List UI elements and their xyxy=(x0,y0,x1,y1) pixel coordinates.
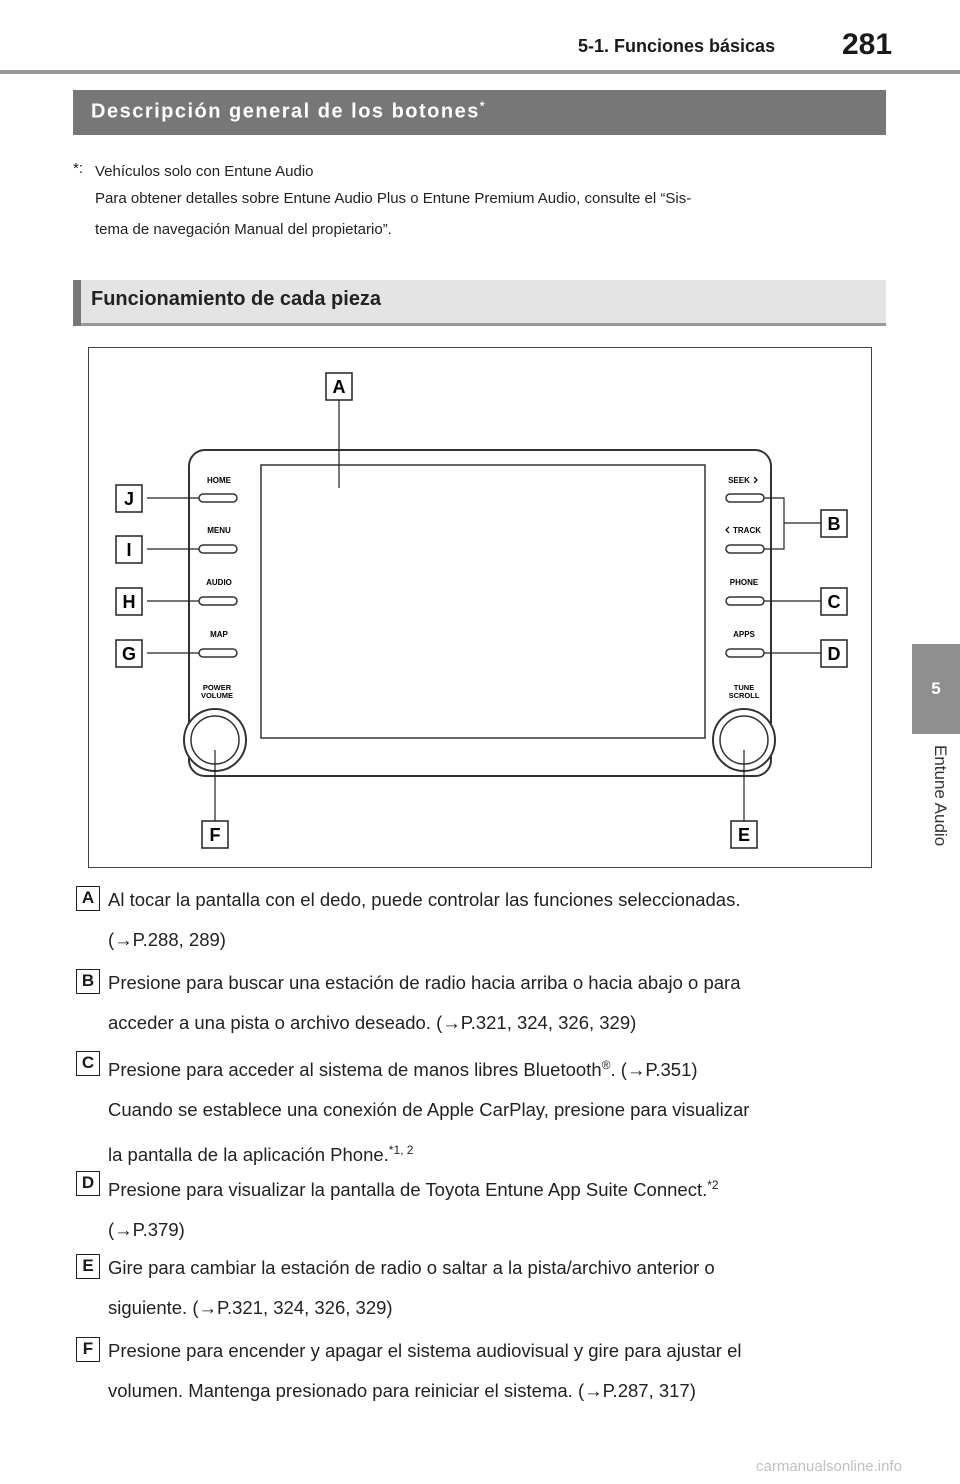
menu-label: MENU xyxy=(207,526,231,535)
item-f-letter: F xyxy=(76,1337,100,1362)
seek-button xyxy=(726,494,764,502)
audio-button xyxy=(199,597,237,605)
callout-g: G xyxy=(121,644,137,664)
footnote-line-2: Para obtener detalles sobre Entune Audio Plus o Entune Premium Audio, consulte el “Sis- xyxy=(95,190,692,207)
track-button xyxy=(726,545,764,553)
item-c-letter: C xyxy=(76,1051,100,1076)
item-d-line-2: (→P.379) xyxy=(108,1219,185,1241)
overview-title-text: Descripción general de los botones xyxy=(91,100,480,123)
item-c-line-3-text: la pantalla de la aplicación Phone. xyxy=(108,1144,389,1166)
item-a-line-2: (→P.288, 289) xyxy=(108,929,226,950)
callout-c: C xyxy=(827,592,841,612)
callout-e: E xyxy=(737,825,751,845)
tune-label: TUNE xyxy=(733,683,755,692)
item-e-line-1: Gire para cambiar la estación de radio o saltar a la pista/archivo anterior o xyxy=(108,1257,715,1278)
chapter-label: Entune Audio xyxy=(931,745,950,847)
callout-a: A xyxy=(332,377,346,397)
home-label: HOME xyxy=(207,476,231,485)
callout-b: B xyxy=(827,514,841,534)
item-d-desc xyxy=(108,1167,719,1248)
audio-label: AUDIO xyxy=(206,578,232,587)
apps-label: APPS xyxy=(733,630,755,639)
item-c-line-1b: . (→P.351) xyxy=(610,1059,698,1081)
item-c-desc xyxy=(108,1047,749,1173)
section-bar-overview xyxy=(73,90,886,135)
seek-label: SEEK xyxy=(728,476,750,485)
item-f-line-2: volumen. Mantenga presionado para reiniciar el sistema. (→P.287, 317) xyxy=(108,1380,696,1401)
touch-screen xyxy=(261,465,705,738)
page-number: 281 xyxy=(842,28,893,61)
item-a-line-1: Al tocar la pantalla con el dedo, puede controlar las funciones seleccionadas. xyxy=(108,889,741,910)
item-b-line-1: Presione para buscar una estación de radio hacia arriba o hacia abajo o para xyxy=(108,972,741,993)
scroll-label: SCROLL xyxy=(728,691,760,700)
item-b-letter: B xyxy=(76,969,100,994)
item-b-line-2: acceder a una pista o archivo deseado. (→P.321, 324, 326, 329) xyxy=(108,1012,637,1033)
item-c-line-2: Cuando se establece una conexión de Apple CarPlay, presione para visualizar xyxy=(108,1099,750,1121)
watermark: carmanualsonline.info xyxy=(756,1458,902,1475)
apps-button xyxy=(726,649,764,657)
map-button xyxy=(199,649,237,657)
header-rule xyxy=(0,70,960,74)
section-bar-parts xyxy=(73,280,886,326)
footnote-line-1: Vehículos solo con Entune Audio xyxy=(95,163,314,180)
item-c-line-3-note: *1, 2 xyxy=(388,1143,414,1158)
item-e-desc xyxy=(108,1250,715,1326)
item-b-desc xyxy=(108,965,741,1041)
callout-i: I xyxy=(126,540,132,560)
volume-label: VOLUME xyxy=(200,691,234,700)
item-d-line-1 xyxy=(108,1167,719,1208)
power-label: POWER xyxy=(202,683,232,692)
item-a-letter: A xyxy=(76,886,100,911)
section-title-overview xyxy=(91,99,486,124)
item-c-line-1a: Presione para acceder al sistema de manos libres Bluetooth xyxy=(108,1059,602,1081)
menu-button xyxy=(199,545,237,553)
head-unit-figure xyxy=(88,347,872,868)
item-e-line-2: siguiente. (→P.321, 324, 326, 329) xyxy=(108,1297,393,1318)
item-a-desc xyxy=(108,882,741,958)
item-c-line-1 xyxy=(108,1047,749,1088)
item-e-letter: E xyxy=(76,1254,100,1279)
callout-d: D xyxy=(827,644,841,664)
chapter-tab: 5 xyxy=(912,644,960,734)
footnote-line-3: tema de navegación Manual del propietario”. xyxy=(95,221,392,238)
footnote-mark: *: xyxy=(73,160,84,177)
callout-f: F xyxy=(209,825,221,845)
item-d-letter: D xyxy=(76,1171,100,1196)
section-header: 5-1. Funciones básicas xyxy=(578,36,776,56)
item-d-line-1-note: *2 xyxy=(707,1178,719,1192)
item-d-line-1-text: Presione para visualizar la pantalla de Toyota Entune App Suite Connect. xyxy=(108,1179,708,1201)
home-button xyxy=(199,494,237,502)
overview-title-mark: * xyxy=(479,99,487,113)
map-label: MAP xyxy=(210,630,228,639)
item-f-desc xyxy=(108,1333,741,1409)
callout-h: H xyxy=(122,592,136,612)
track-label: TRACK xyxy=(733,526,761,535)
section-title-parts: Funcionamiento de cada pieza xyxy=(91,288,382,310)
item-f-line-1: Presione para encender y apagar el sistema audiovisual y gire para ajustar el xyxy=(108,1340,742,1361)
item-c-registered: ® xyxy=(601,1058,611,1072)
phone-label: PHONE xyxy=(729,578,759,587)
phone-button xyxy=(726,597,764,605)
callout-j: J xyxy=(123,489,135,509)
head-unit-diagram xyxy=(89,348,873,869)
